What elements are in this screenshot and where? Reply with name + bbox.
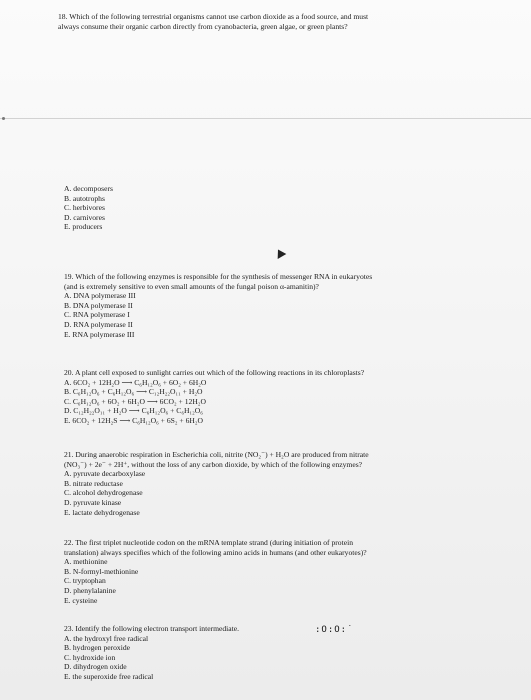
option-c[interactable]: C. herbivores <box>64 203 105 213</box>
option-a[interactable]: A. the hydroxyl free radical <box>64 633 149 643</box>
option-b[interactable]: B. N-formyl-methionine <box>64 566 139 576</box>
question-19-stem-line2: (and is extremely sensitive to even small amounts of the fungal poison α-amanitin)? <box>64 281 319 291</box>
option-a[interactable]: A. methionine <box>64 557 108 567</box>
option-b[interactable]: B. C₆H₁₂O₆ + C₆H₁₂O₆ ⟶ C₁₂H₂₂O₁₁ + H₂O <box>64 387 203 397</box>
question-18-stem-line1: 18. Which of the following terrestrial organisms cannot use carbon dioxide as a food source, and must <box>58 12 369 21</box>
divider-mark <box>2 117 5 120</box>
question-20-stem-line1: 20. A plant cell exposed to sunlight carries out which of the following reactions in its chloroplasts? <box>64 368 365 377</box>
question-21-stem-line1: 21. During anaerobic respiration in Escherichia coli, nitrite (NO₂⁻) + H₂O are produced from nitrate <box>64 450 369 459</box>
option-e[interactable]: E. lactate dehydrogenase <box>64 507 140 517</box>
question-22-stem-line2: translation) always specifies which of the following amino acids in humans (and other eukaryotes)? <box>64 547 367 557</box>
option-d[interactable]: D. carnivores <box>64 212 105 222</box>
option-c[interactable]: C. C₆H₁₂O₆ + 6O₂ + 6H₂O ⟶ 6CO₂ + 12H₂O <box>64 396 206 406</box>
option-d[interactable]: D. phenylalanine <box>64 585 116 595</box>
question-23 <box>64 624 531 682</box>
option-d[interactable]: D. dihydrogen oxide <box>64 662 127 672</box>
option-c[interactable]: C. tryptophan <box>64 576 106 586</box>
option-e[interactable]: E. producers <box>64 222 103 232</box>
option-c[interactable]: C. hydroxide ion <box>64 652 116 662</box>
option-b[interactable]: B. hydrogen peroxide <box>64 643 131 653</box>
option-e[interactable]: E. the superoxide free radical <box>64 671 154 681</box>
option-a[interactable]: A. decomposers <box>64 184 113 193</box>
question-20 <box>64 368 531 426</box>
option-b[interactable]: B. DNA polymerase II <box>64 300 133 310</box>
option-d[interactable]: D. C₁₂H₂₂O₁₁ + H₂O ⟶ C₆H₁₂O₆ + C₆H₁₂O₆ <box>64 406 203 416</box>
question-23-stem-line1: 23. Identify the following electron transport intermediate. <box>64 624 240 633</box>
option-e[interactable]: E. RNA polymerase III <box>64 329 135 339</box>
question-18 <box>58 12 531 31</box>
option-e[interactable]: E. cysteine <box>64 595 98 605</box>
option-c[interactable]: C. alcohol dehydrogenase <box>64 488 143 498</box>
question-22-stem-line1: 22. The first triplet nucleotide codon on the mRNA template strand (during initiation of protein <box>64 538 353 547</box>
option-b[interactable]: B. autotrophs <box>64 193 105 203</box>
question-21-stem-line2: (NO₃⁻) + 2e⁻ + 2H⁺, without the loss of any carbon dioxide, by which of the following enzymes? <box>64 459 363 469</box>
question-18-stem-line2: always consume their organic carbon directly from cyanobacteria, green algae, or green plants? <box>58 21 348 31</box>
question-19 <box>64 272 531 339</box>
question-19-stem-line1: 19. Which of the following enzymes is responsible for the synthesis of messenger RNA in eukaryotes <box>64 272 373 281</box>
option-a[interactable]: A. 6CO₂ + 12H₂O ⟶ C₆H₁₂O₆ + 6O₂ + 6H₂O <box>64 377 207 387</box>
option-b[interactable]: B. nitrate reductase <box>64 478 123 488</box>
option-d[interactable]: D. RNA polymerase II <box>64 319 133 329</box>
option-a[interactable]: A. DNA polymerase III <box>64 291 136 301</box>
lewis-structure: :O:O:˙ <box>315 625 354 635</box>
option-d[interactable]: D. pyruvate kinase <box>64 497 122 507</box>
question-21 <box>64 450 531 517</box>
page-divider <box>0 118 531 119</box>
mouse-cursor-icon <box>274 247 287 259</box>
question-22 <box>64 538 531 605</box>
option-a[interactable]: A. pyruvate decarboxylase <box>64 469 146 479</box>
option-c[interactable]: C. RNA polymerase I <box>64 310 130 320</box>
option-e[interactable]: E. 6CO₂ + 12H₂S ⟶ C₆H₁₂O₆ + 6S₂ + 6H₂O <box>64 415 204 425</box>
question-18-options <box>64 184 531 232</box>
